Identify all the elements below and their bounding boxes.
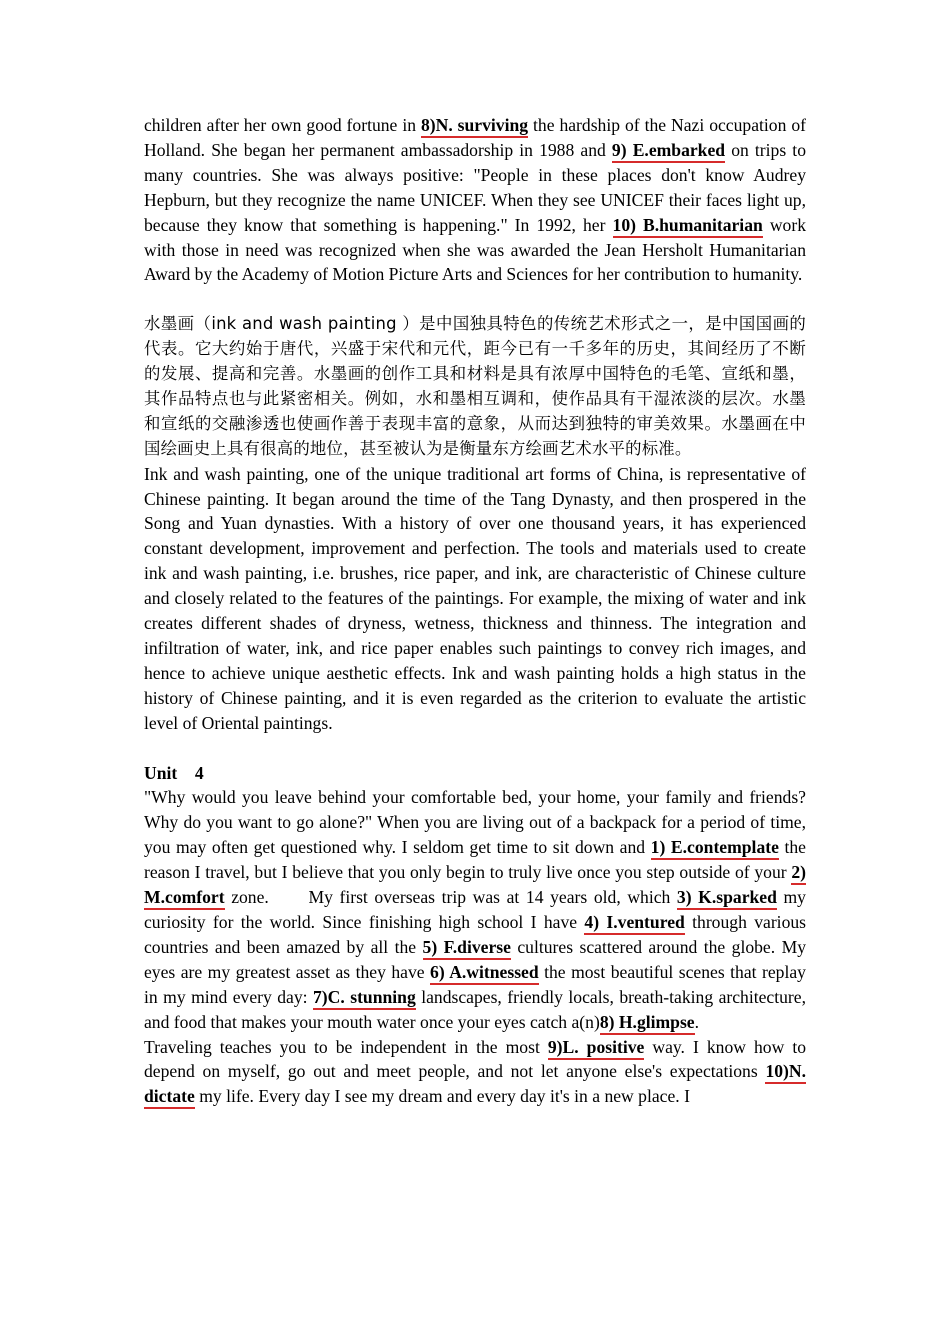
answer-2: 2) M.comfort	[144, 862, 806, 910]
passage-text: children after her own good fortune in	[144, 115, 421, 135]
answer-9: 9)L. positive	[548, 1037, 645, 1060]
document-page	[144, 113, 806, 1109]
answer-10: 10)N. dictate	[144, 1061, 806, 1109]
answer-1: 1) E.contemplate	[651, 837, 779, 860]
passage-text: the reason I travel, but I believe that you only begin to truly live once you step outside of your	[144, 837, 806, 883]
answer-8: 8)N. surviving	[421, 115, 528, 138]
passage-text: work with those in need was recognized when she was awarded the Jean Hersholt Humanitarian Award by the Academy of Motion Picture Arts and Sciences for her contribution to humanity.	[144, 214, 806, 285]
unit4-paragraph-2	[144, 1035, 806, 1110]
answer-5: 5) F.diverse	[423, 937, 511, 960]
answer-6: 6) A.witnessed	[430, 962, 539, 985]
chinese-paragraph: 水墨画（ink and wash painting ）是中国独具特色的传统艺术形式之一，是中国国画的代表。它大约始于唐代，兴盛于宋代和元代，距今已有一千多年的历史，其间经历了不断的发展、提高和完善。水墨画的创作工具和材料是具有浓厚中国特色的毛笔、宣纸和墨，其作品特点也与此紧密相关。例如，水和墨相互调和，使作品具有干湿浓淡的层次。水墨和宣纸的交融渗透也使画作善于表现丰富的意象，从而达到独特的审美效果。水墨画在中国绘画史上具有很高的地位，甚至被认为是衡量东方绘画艺术水平的标准。	[144, 314, 806, 458]
passage-text: way. I know how to depend on myself, go out and meet people, and not let anyone else's expectations	[144, 1036, 807, 1082]
answer-8: 8) H.glimpse	[600, 1012, 695, 1035]
spacer	[144, 287, 806, 312]
answer-10: 10) B.humanitarian	[613, 215, 763, 238]
unit4-paragraph-1	[144, 785, 806, 1034]
passage-text: cultures scattered around the globe. My eyes are my greatest asset as they have	[144, 936, 807, 982]
passage-text: the hardship of the Nazi occupation of Holland. She began her permanent ambassadorship in 1988 and	[144, 115, 806, 160]
passage-text: my life. Every day I see my dream and every day it's in a new place. I	[194, 1086, 690, 1107]
english-translation-paragraph: Ink and wash painting, one of the unique traditional art forms of China, is representative of Chinese painting. It began around the time of the Tang Dynasty, and then prospered in the Song and Yuan dynasties. With a history of over one thousand years, it has experienced constant development, improvement and perfection. The tools and materials used to create ink and wash painting, i.e. brushes, rice paper, and ink, are characteristic of Chinese culture and closely related to the features of the paintings. For example, the mixing of water and ink creates different shades of dryness, wetness, thickness and thinness. The integration and infiltration of water, ink, and rice paper enables such paintings to convey rich images, and hence to achieve unique aesthetic effects. Ink and wash painting holds a high status in the history of Chinese painting, and it is even regarded as the criterion to evaluate the artistic level of Oriental paintings.	[144, 463, 806, 733]
answer-7: 7)C. stunning	[313, 987, 416, 1010]
passage-text: landscapes, friendly locals, breath-taking architecture, and food that makes your mouth water once your eyes catch a(n)	[144, 986, 806, 1032]
passage-text: "Why would you leave behind your comfortable bed, your home, your family and friends? Why do you want to go alone?" When you are living out of a backpack for a period of time, you may often get questioned why. I seldom get time to sit down and	[144, 787, 806, 858]
passage-text: .	[694, 1011, 700, 1032]
passage-text: Traveling teaches you to be independent in the most	[144, 1036, 548, 1057]
passage-text: zone. My first overseas trip was at 14 years old, which	[224, 887, 677, 908]
answer-4: 4) I.ventured	[584, 912, 684, 935]
passage-text: the most beautiful scenes that replay in my mind every day:	[144, 961, 806, 1007]
answer-3: 3) K.sparked	[677, 887, 777, 910]
passage-text: on trips to many countries. She was always positive: "People in these places don't know Audrey Hepburn, but they recognize the name UNICEF. When they see UNICEF their faces light up, because they know that something is happening." In 1992, her	[144, 139, 806, 235]
answer-9: 9) E.embarked	[612, 140, 725, 163]
passage-text: my curiosity for the world. Since finishing high school I have	[144, 887, 806, 932]
passage-paragraph	[144, 113, 806, 287]
unit-heading: Unit 4	[144, 762, 204, 783]
passage-text: through various countries and been amazed by all the	[144, 911, 807, 957]
spacer	[144, 736, 806, 761]
